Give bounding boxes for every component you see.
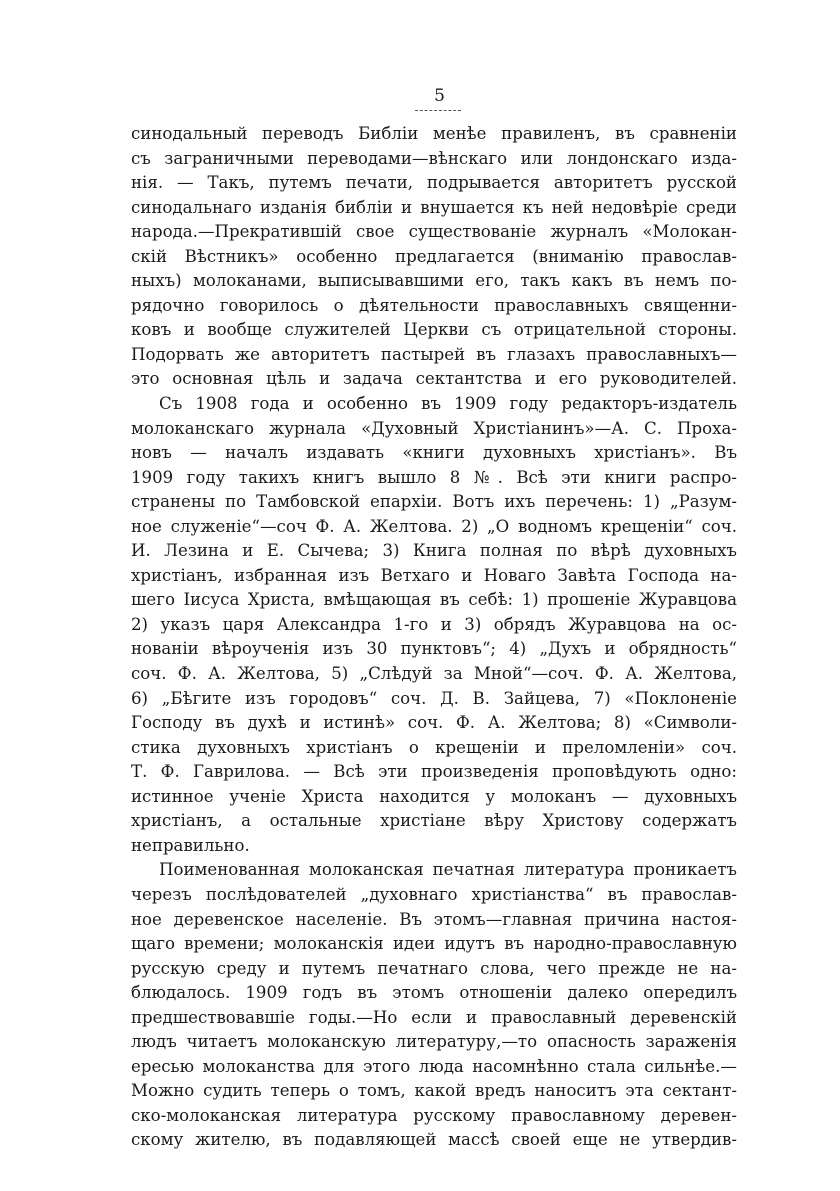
text-line: нія. — Такъ, путемъ печати, подрывается авторитетъ русской <box>131 173 737 193</box>
text-line: ересью молоканства для этого люда насомнѣнно стала сильнѣе.— <box>131 1056 737 1076</box>
text-line: людъ читаетъ молоканскую литературу,—то опасность зараженія <box>131 1032 737 1052</box>
paragraph <box>131 122 737 392</box>
text-line: Подорвать же авторитетъ пастырей въ глазахъ православныхъ— <box>131 344 737 364</box>
text-line: скому жителю, въ подавляющей массѣ своей еще не утвердив- <box>131 1130 737 1150</box>
text-line: Т. Ф. Гаврилова. — Всѣ эти произведенія проповѣдують одно: <box>131 762 737 782</box>
text-line: Поименованная молоканская печатная литература проникаетъ <box>159 860 737 880</box>
text-line: русскую среду и путемъ печатнаго слова, чего прежде не на- <box>131 958 737 978</box>
text-line: скій Вѣстникъ» особенно предлагается (вниманію православ- <box>131 246 737 266</box>
text-line: шего Іисуса Христа, вмѣщающая въ себѣ: 1) прошеніе Журавцова <box>131 590 737 610</box>
text-line: И. Лезина и Е. Сычева; 3) Книга полная по вѣрѣ духовныхъ <box>131 541 737 561</box>
text-line: предшествовавшіе годы.—Но если и православный деревенскій <box>131 1007 737 1027</box>
text-line: синодальнаго изданія библіи и внушается къ ней недовѣріе среди <box>131 197 737 217</box>
text-line: Господу въ духѣ и истинѣ» соч. Ф. А. Желтова; 8) «Символи- <box>131 713 737 733</box>
text-line: ное служеніе“—соч Ф. А. Желтова. 2) „О водномъ крещеніи“ соч. <box>131 516 737 536</box>
text-line: соч. Ф. А. Желтова, 5) „Слѣдуй за Мной“—соч. Ф. А. Желтова, <box>131 664 737 684</box>
body-text <box>131 122 737 1153</box>
text-line: ныхъ) молоканами, выписывавшими его, такъ какъ въ немъ по- <box>131 271 737 291</box>
page-number-rule <box>415 110 461 111</box>
page-number: 5 <box>434 86 446 106</box>
text-line: истинное ученіе Христа находится у молоканъ — духовныхъ <box>131 786 737 806</box>
text-line: щаго времени; молоканскія идеи идутъ въ народно-православную <box>131 934 737 954</box>
text-line: синодальный переводъ Библіи менѣе правиленъ, въ сравненіи <box>131 124 737 143</box>
text-line: 6) „Бѣгите изъ городовъ“ соч. Д. В. Зайцева, 7) «Поклоненіе <box>131 688 737 708</box>
text-line: стика духовныхъ христіанъ о крещеніи и преломленіи» соч. <box>131 737 737 757</box>
paragraph <box>131 858 737 1153</box>
paragraph <box>131 392 737 858</box>
text-line: это основная цѣль и задача сектантства и его руководителей. <box>131 369 737 389</box>
text-line: 1909 году такихъ книгъ вышло 8 №. Всѣ эти книги распро- <box>131 467 737 487</box>
text-line: народа.—Прекратившій свое существованіе журналъ «Молокан- <box>131 222 737 242</box>
text-line: Съ 1908 года и особенно въ 1909 году редакторъ-издатель <box>159 394 737 414</box>
text-line: нованіи вѣроученія изъ 30 пунктовъ“; 4) „Духъ и обрядность“ <box>131 639 737 659</box>
text-line: христіанъ, избранная изъ Ветхаго и Новаго Завѣта Господа на- <box>131 565 737 585</box>
text-line: 2) указъ царя Александра 1-го и 3) обрядъ Журавцова на ос- <box>131 614 737 634</box>
text-line: неправильно. <box>131 835 250 855</box>
text-line: христіанъ, а остальные христіане вѣру Христову содержатъ <box>131 811 737 831</box>
text-line: новъ — началъ издавать «книги духовныхъ христіанъ». Въ <box>131 443 737 463</box>
text-line: ное деревенское населеніе. Въ этомъ—главная причина настоя- <box>131 909 737 929</box>
text-line: блюдалось. 1909 годъ въ этомъ отношеніи далеко опередилъ <box>131 983 737 1003</box>
text-line: Можно судить теперь о томъ, какой вредъ наноситъ эта сектант- <box>131 1081 737 1101</box>
text-line: рядочно говорилось о дѣятельности православныхъ священни- <box>131 295 737 315</box>
text-line: ско-молоканская литература русскому православному деревен- <box>131 1105 737 1125</box>
text-line: ковъ и вообще служителей Церкви съ отрицательной стороны. <box>131 320 737 340</box>
text-line: съ заграничными переводами—вѣнскаго или лондонскаго изда- <box>131 148 737 168</box>
text-line: черезъ послѣдователей „духовнаго христіанства“ въ православ- <box>131 884 737 904</box>
text-line: молоканскаго журнала «Духовный Христіанинъ»—А. С. Проха- <box>131 418 737 438</box>
text-line: странены по Тамбовской епархіи. Вотъ ихъ перечень: 1) „Разум- <box>131 492 737 512</box>
